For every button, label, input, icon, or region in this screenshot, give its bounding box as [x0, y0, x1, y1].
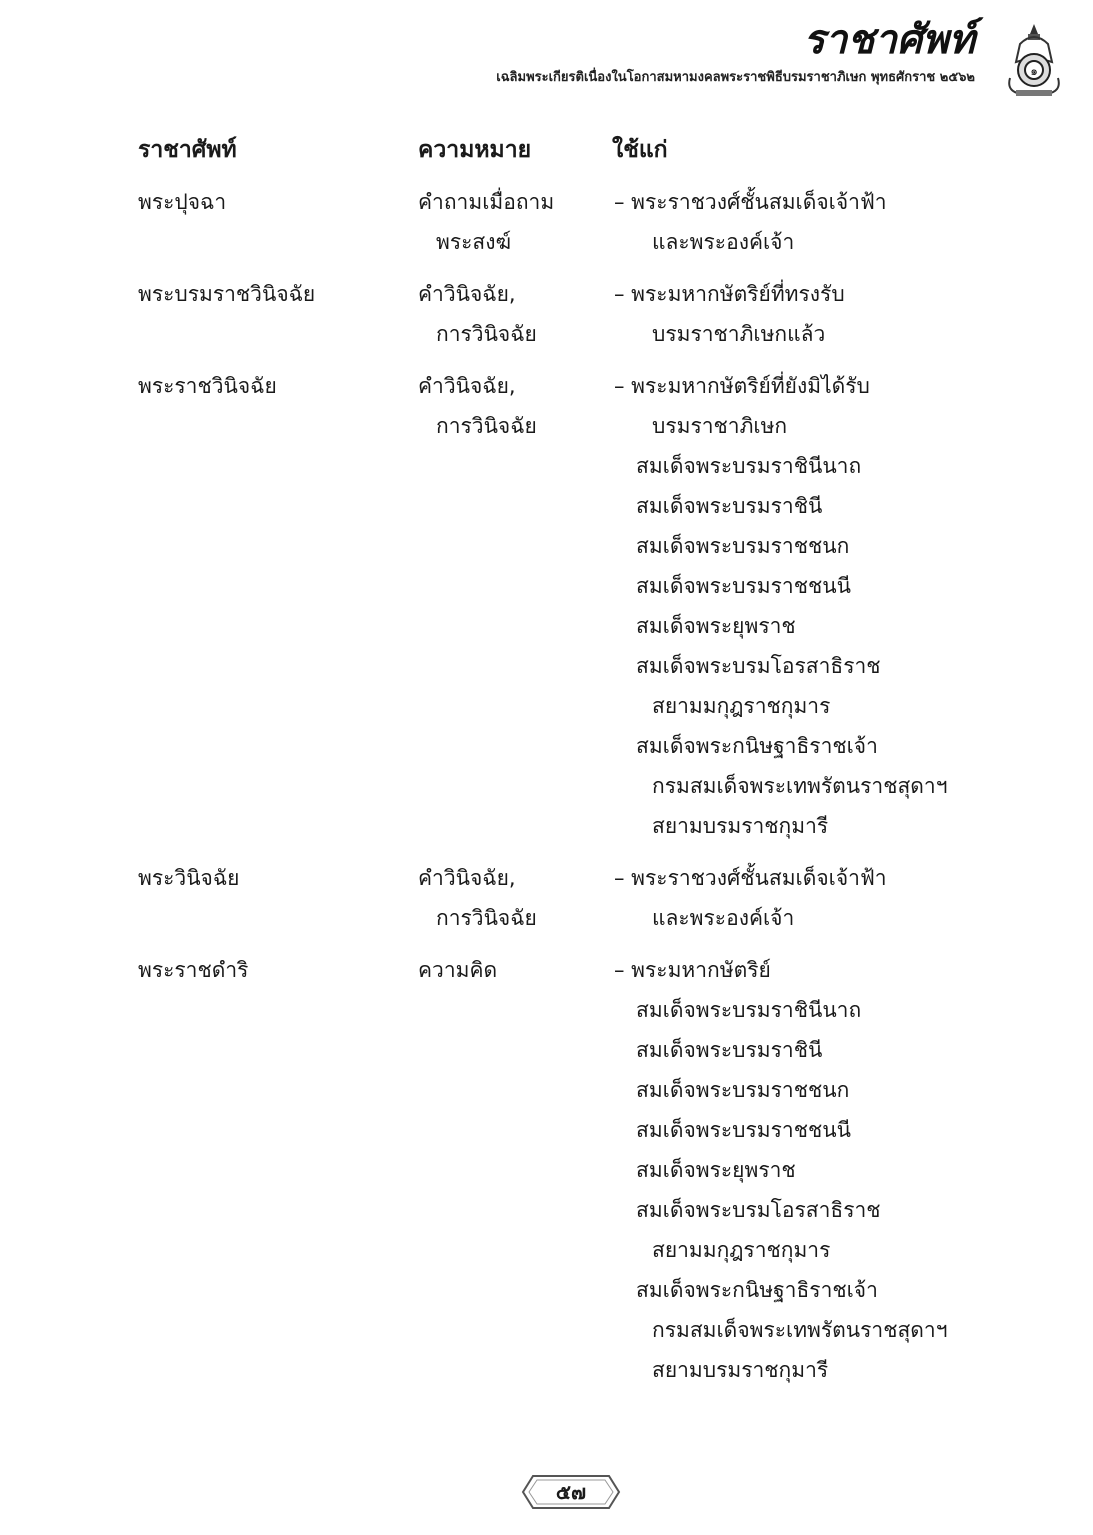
entry-word: พระราชดำริ [138, 958, 249, 982]
entry-meaning-line: การวินิจฉัย [436, 322, 537, 346]
entry-usage-line: สมเด็จพระบรมราชินีนาถ [636, 454, 862, 478]
entry-usage-line: บรมราชาภิเษกแล้ว [652, 322, 826, 346]
entry-meaning-line: พระสงฆ์ [436, 230, 512, 254]
entry-usage-line: สมเด็จพระกนิษฐาธิราชเจ้า [636, 734, 878, 758]
entry-row [0, 950, 1093, 1390]
entry-usage-line: สยามมกุฎราชกุมาร [652, 1238, 831, 1262]
entry-usage-line: สมเด็จพระบรมราชชนก [636, 1078, 850, 1102]
entry-usage-line: สมเด็จพระยุพราช [636, 614, 796, 638]
page-subtitle: เฉลิมพระเกียรติเนื่องในโอกาสมหามงคลพระราชพิธีบรมราชาภิเษก พุทธศักราช ๒๕๖๒ [496, 70, 975, 85]
royal-emblem-icon [1002, 22, 1066, 98]
entry-meaning-line: คำวินิจฉัย, [418, 374, 516, 398]
entry-meaning [418, 182, 554, 262]
column-header-meaning: ความหมาย [418, 137, 532, 163]
entry-usage-line: สยามบรมราชกุมารี [652, 814, 829, 838]
entry-row [0, 274, 1093, 354]
entry-usage [614, 366, 1093, 846]
column-header-usage: ใช้แก่ [612, 137, 668, 163]
entry-meaning [418, 366, 537, 446]
entry-usage-line: สมเด็จพระบรมราชินี [636, 1038, 823, 1062]
entry-word: พระราชวินิจฉัย [138, 374, 277, 398]
entry-usage-line: – พระมหากษัตริย์ที่ยังมิได้รับ [614, 374, 870, 398]
entry-usage-line: สยามบรมราชกุมารี [652, 1358, 829, 1382]
entry-usage [614, 182, 1093, 262]
entry-usage [614, 858, 1093, 938]
entry-usage-line: – พระมหากษัตริย์ที่ทรงรับ [614, 282, 845, 306]
entry-meaning [418, 858, 537, 938]
entry-meaning-line: การวินิจฉัย [436, 414, 537, 438]
entry-usage-line: และพระองค์เจ้า [652, 230, 795, 254]
page-title: ราชาศัพท์ [803, 16, 975, 63]
entry-usage-line: และพระองค์เจ้า [652, 906, 795, 930]
entry-usage-line: สมเด็จพระบรมราชชนนี [636, 1118, 851, 1142]
entry-usage-line: สมเด็จพระบรมโอรสาธิราช [636, 654, 881, 678]
entry-usage-line: สมเด็จพระกนิษฐาธิราชเจ้า [636, 1278, 878, 1302]
entry-usage-line: – พระมหากษัตริย์ [614, 958, 771, 982]
entry-meaning-line: คำวินิจฉัย, [418, 866, 516, 890]
entry-usage-line: – พระราชวงศ์ชั้นสมเด็จเจ้าฟ้า [614, 866, 887, 890]
entry-word: พระบรมราชวินิจฉัย [138, 282, 316, 306]
entry-usage [614, 950, 1093, 1390]
entry-row [0, 182, 1093, 262]
entry-row [0, 858, 1093, 938]
entry-usage-line: บรมราชาภิเษก [652, 414, 788, 438]
entry-usage-line: สยามมกุฎราชกุมาร [652, 694, 831, 718]
entry-usage-line: กรมสมเด็จพระเทพรัตนราชสุดาฯ [652, 774, 948, 798]
entry-row [0, 366, 1093, 846]
entry-meaning-line: คำถามเมื่อถาม [418, 190, 555, 214]
entry-usage-line: สมเด็จพระบรมราชชนก [636, 534, 850, 558]
entry-meaning [418, 950, 497, 990]
entry-meaning-line: การวินิจฉัย [436, 906, 537, 930]
page-number: ๕๗ [555, 1480, 587, 1504]
svg-text:๑: ๑ [1030, 64, 1038, 78]
entry-meaning-line: ความคิด [418, 958, 498, 982]
entry-usage-line: สมเด็จพระยุพราช [636, 1158, 796, 1182]
entry-word: พระปุจฉา [138, 190, 227, 214]
entry-usage-line: – พระราชวงศ์ชั้นสมเด็จเจ้าฟ้า [614, 190, 887, 214]
entry-meaning-line: คำวินิจฉัย, [418, 282, 516, 306]
entry-word: พระวินิจฉัย [138, 866, 240, 890]
entry-usage-line: สมเด็จพระบรมโอรสาธิราช [636, 1198, 881, 1222]
entry-usage-line: สมเด็จพระบรมราชชนนี [636, 574, 851, 598]
entry-usage-line: สมเด็จพระบรมราชินี [636, 494, 823, 518]
entry-meaning [418, 274, 537, 354]
entry-usage-line: กรมสมเด็จพระเทพรัตนราชสุดาฯ [652, 1318, 948, 1342]
entry-usage-line: สมเด็จพระบรมราชินีนาถ [636, 998, 862, 1022]
entry-list [0, 182, 1093, 1402]
entry-usage [614, 274, 1093, 354]
column-header-word: ราชาศัพท์ [138, 137, 237, 163]
